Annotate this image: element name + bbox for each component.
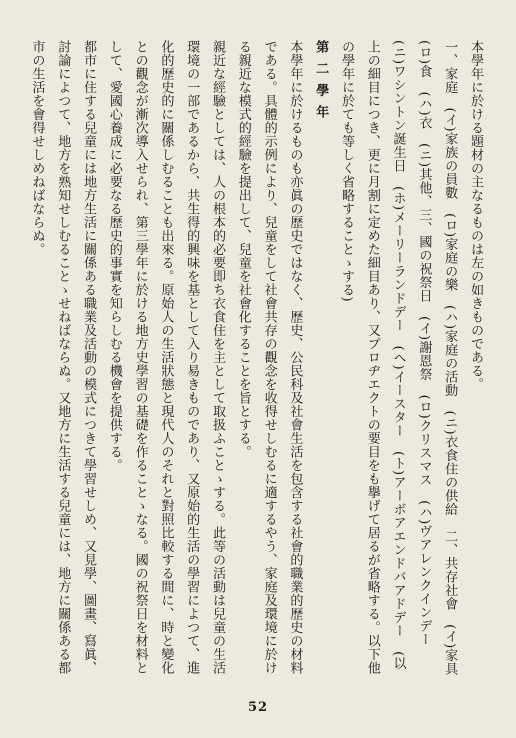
intro-sentence: 本學年に於ける題材の主なるものは左の如きものである。 <box>468 40 483 391</box>
section-heading-second-grade: 第 二 學 年 <box>313 40 329 121</box>
page-number: 52 <box>247 700 269 715</box>
vertical-text-block <box>24 40 488 690</box>
second-grade-paragraph-2: 親近な經驗としては、人の根本的必要即ち衣食住を主として取扱ふことゝする。此等の活動は兒童の生活環境の一部であるから、共生得的興味を基として入り易きものであり、又原始的生活の學習によつて、進化的歷史的に關係しむることも出來る。原始人の生活狀態と現代人のそれと對照比較する間に、時と變化との觀念が漸次導入せられ、第三學年に於ける地方史學習の基礎を作ることゝなる。國の祝祭日を材料として、愛國心養成に必要なる歷史的事實を知らしむる機會を提供する。 <box>106 40 226 675</box>
grade-one-topics-list: 一、家庭 (イ)家族の員數 (ロ)家庭の樂 (ハ)家庭の活動 (ニ)衣食住の供給 二、共存社會 (イ)家具 (ロ)食 (ハ)衣 (ニ)其他、三、國の祝祭日 (イ)謝恩祭 (ロ)クリスマス (ハ)ヴアレンクインデー (ニ)ワシントン誕生日 (ホ)メーリーランドデー (ヘ)イースター (ト)アーボアエンドバアドデー (以上の細目につき、更に月割に定めた細目あり、又プロヂエクトの要目をも擧げて居るが省略する。以下他の學年に於ても等しく省略することゝする) <box>339 40 458 690</box>
second-grade-paragraph-3: 都市に住する兒童には地方生活に關係ある職業及活動の模式につきて學習せしめ、又見學、圖畫、寫眞、討論によつて、地方を熟知せしむることゝせねばならぬ。又地方に生活する兒童には、地方に關係ある都市の生活を會得せしめねばならぬ。 <box>29 40 97 675</box>
second-grade-paragraph-1: 本學年に於けるものも亦眞の歷史ではなく、歷史、公民科及社會生活を包含する社會的職業的歷史の材料である。具體的示例により、兒童をして社會共存の觀念を收得せしむるに適するやう、家庭及環境に於ける親近な模式的經驗を提出して、兒童を社會化することを旨とする。 <box>235 40 303 675</box>
